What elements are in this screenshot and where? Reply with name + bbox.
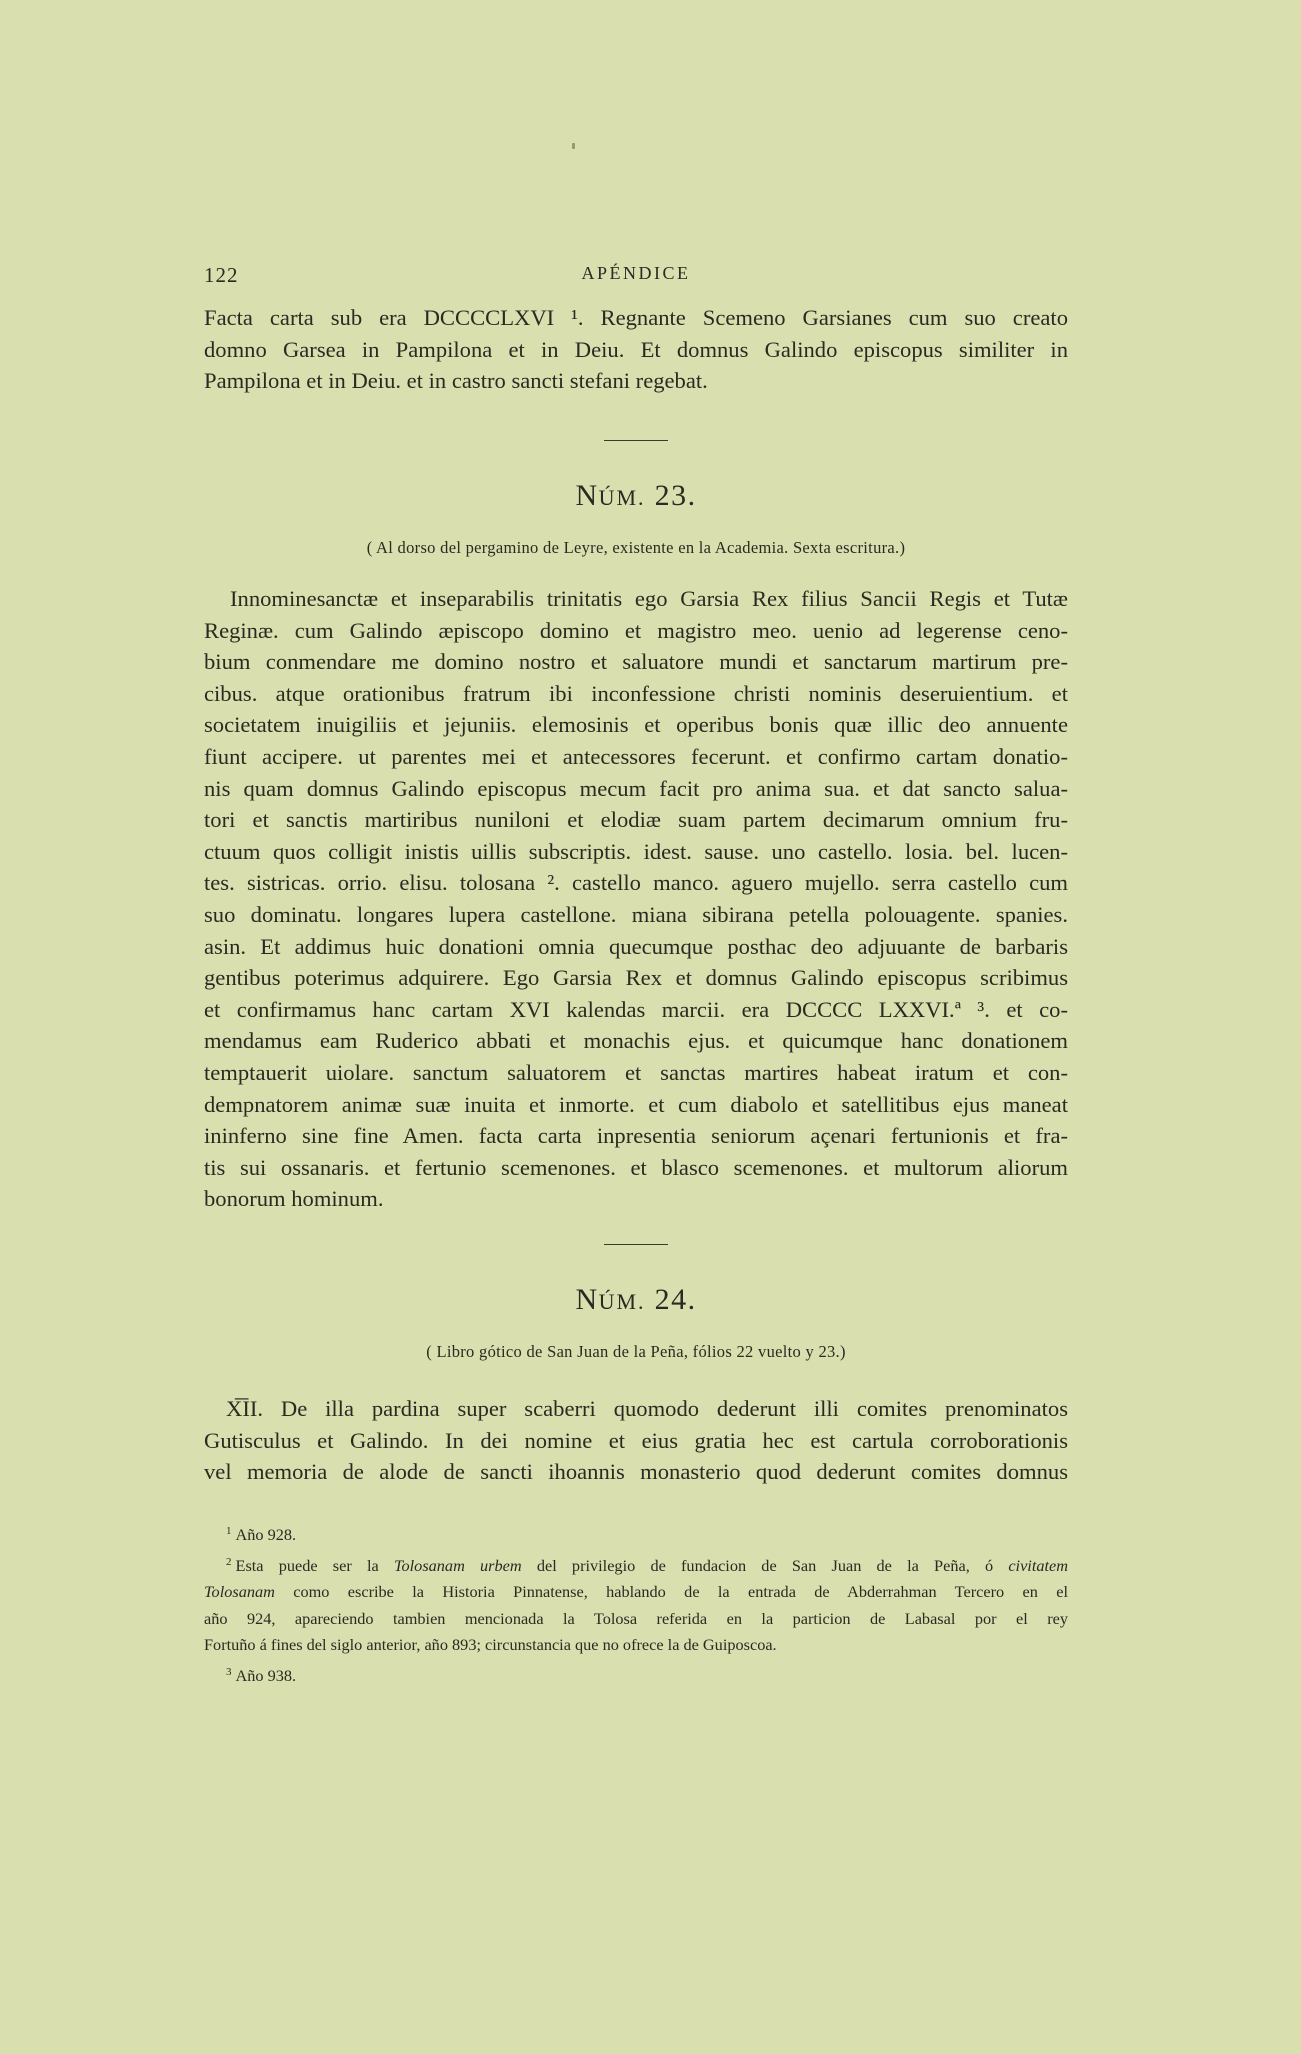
- document-heading-23: NÚM. 23.: [575, 479, 697, 512]
- section-divider: [604, 1244, 668, 1245]
- document-text-23: [204, 583, 1068, 1215]
- text-line: Facta carta sub era DCCCCLXVI ¹. Regnante Scemeno Garsianes cum suo creato: [204, 305, 1068, 330]
- footnote-1: $^1$ Año 928.: [226, 1525, 297, 1544]
- text-line: X͞II. De illa pardina super scaberri quomodo dederunt illi comites prenominatos: [226, 1396, 1068, 1421]
- text-line: nis quam domnus Galindo episcopus mecum facit pro anima sua. et dat sancto salua-: [204, 775, 1068, 801]
- document-heading-24: NÚM. 24.: [575, 1283, 697, 1316]
- source-note-24: ( Libro gótico de San Juan de la Peña, fólios 22 vuelto y 23.): [426, 1342, 846, 1361]
- text-line: fiunt accipere. ut parentes mei et antecessores fecerunt. et confirmo cartam donatio-: [204, 743, 1068, 769]
- text-line: vel memoria de alode de sancti ihoannis monasterio quod dederunt comites domnus: [204, 1459, 1068, 1485]
- paper-speck: [572, 143, 575, 149]
- text-line: tes. sistricas. orrio. elisu. tolosana ². castello manco. aguero mujello. serra castello cum: [204, 870, 1068, 896]
- footnote-3: $^3$ Año 938.: [226, 1665, 297, 1685]
- text-line: societatem inuigiliis et jejuniis. elemosinis et operibus bonis quæ illic deo annuente: [204, 712, 1068, 738]
- text-line: Innominesanctæ et inseparabilis trinitatis ego Garsia Rex filius Sancii Regis et Tutæ: [230, 586, 1068, 611]
- carry-over-text: [204, 302, 1068, 397]
- carry-over-paragraph: [204, 302, 1068, 397]
- text-line: mendamus eam Ruderico abbati et monachis ejus. et quicumque hanc donationem: [204, 1028, 1068, 1054]
- text-line: tis sui ossanaris. et fertunio scemenones. et blasco scemenones. et multorum aliorum: [204, 1154, 1068, 1180]
- text-line: domno Garsea in Pampilona et in Deiu. Et domnus Galindo episcopus similiter in: [204, 336, 1068, 362]
- text-line: Reginæ. cum Galindo æpiscopo domino et magistro meo. uenio ad legerense ceno-: [204, 617, 1068, 643]
- source-note-23: ( Al dorso del pergamino de Leyre, existente en la Academia. Sexta escritura.): [366, 538, 906, 557]
- text-line: suo dominatu. longares lupera castellone. miana sibirana petella polouagente. spanies.: [204, 901, 1068, 927]
- text-line: Gutisculus et Galindo. In dei nomine et eius gratia hec est cartula corroborationis: [204, 1427, 1068, 1453]
- footnotes: [204, 1518, 1068, 1689]
- running-title: APÉNDICE: [581, 263, 691, 283]
- text-line: Pampilona et in Deiu. et in castro sancti stefani regebat.: [204, 368, 708, 394]
- text-line: temptauerit uiolare. sanctum saluatorem et sanctas martires habeat iratum et con-: [204, 1059, 1068, 1085]
- running-head: [204, 263, 1068, 287]
- text-line: tori et sanctis martiribus nuniloni et elodiæ suam partem decimarum omnium fru-: [204, 807, 1068, 833]
- text-line: ininferno sine fine Amen. facta carta inpresentia seniorum açenari fertunionis et fra-: [204, 1123, 1068, 1149]
- text-line: ctuum quos colligit inistis uillis subscriptis. idest. sause. uno castello. losia. bel. lucen-: [204, 838, 1068, 864]
- text-line: asin. Et addimus huic donationi omnia quecumque posthac deo adjuuante de barbaris: [204, 933, 1068, 959]
- text-line: dempnatorem animæ suæ inuita et inmorte. et cum diabolo et satellitibus ejus maneat: [204, 1091, 1068, 1117]
- charter-paragraph: [204, 1393, 1068, 1488]
- footnote-2: $^2$ Esta puede ser la Tolosanam urbem del privilegio de fundacion de San Juan de la Peña, ó civitatem Tolosanam como escribe la Historia Pinnatense, hablando de la entrada de Abderrahman Tercero en el año 924, apareciendo tambien mencionada la Tolosa referida en la particion de Labasal por el rey Fortuño á fines del siglo anterior, año 893; circunstancia que no ofrece la de Guiposcoa.: [204, 1555, 1068, 1654]
- text-line: et confirmamus hanc cartam XVI kalendas marcii. era DCCCC LXXVI.ª ³. et co-: [204, 996, 1068, 1022]
- charter-paragraph: [204, 583, 1068, 1215]
- document-text-24: [204, 1393, 1068, 1488]
- text-line: bium conmendare me domino nostro et saluatore mundi et sanctarum martirum pre-: [204, 649, 1068, 675]
- section-divider: [604, 440, 668, 441]
- text-line: gentibus poterimus adquirere. Ego Garsia Rex et domnus Galindo episcopus scribimus: [204, 965, 1068, 991]
- text-line: cibus. atque orationibus fratrum ibi inconfessione christi nominis deseruientium. et: [204, 680, 1068, 706]
- page-number: 122: [204, 263, 239, 287]
- text-line: bonorum hominum.: [204, 1186, 384, 1212]
